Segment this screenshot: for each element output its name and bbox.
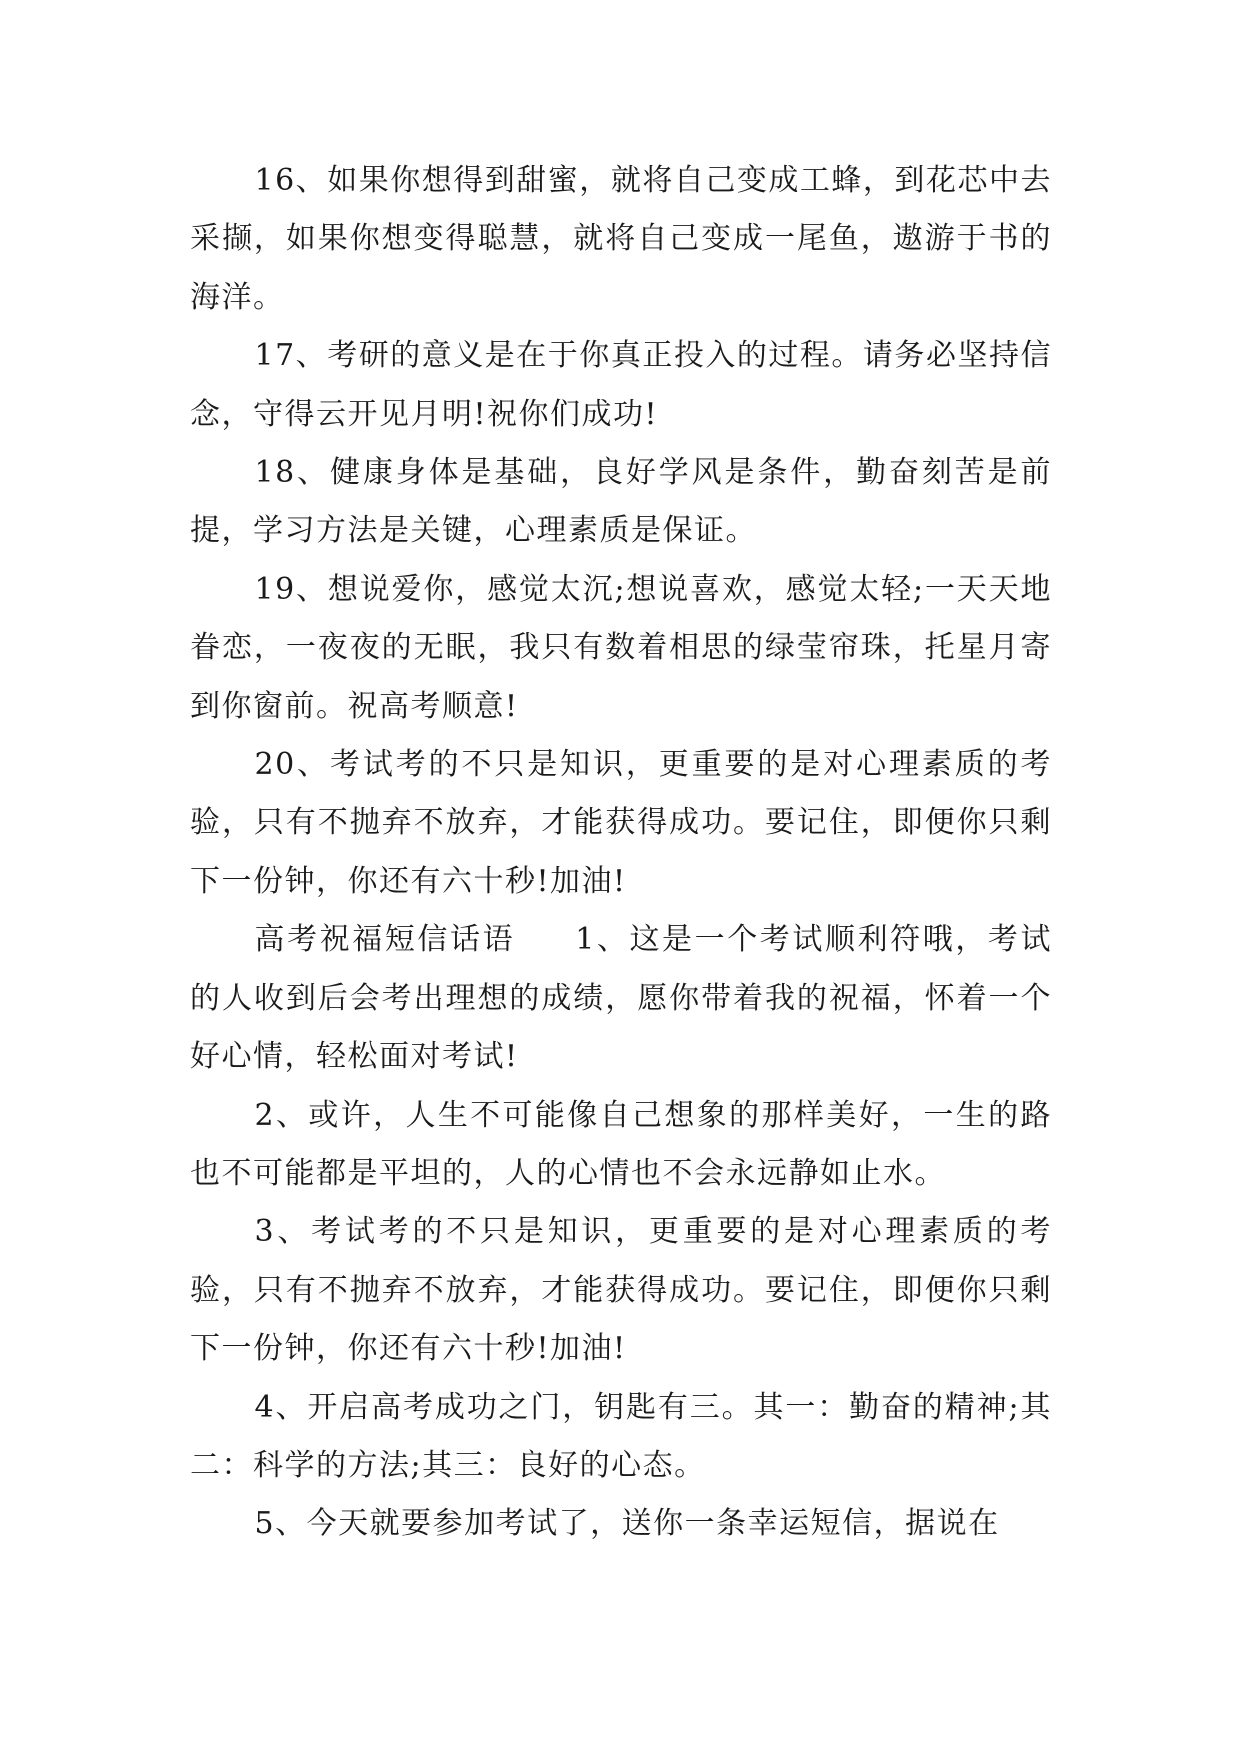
section-paragraph-1	[190, 911, 1052, 1086]
paragraph-19: 19、想说爱你，感觉太沉;想说喜欢，感觉太轻;一天天地眷恋，一夜夜的无眠，我只有数着相思的绿莹帘珠，托星月寄到你窗前。祝高考顺意!	[190, 571, 1052, 724]
paragraph-18: 18、健康身体是基础，良好学风是条件，勤奋刻苦是前提，学习方法是关键，心理素质是保证。	[190, 455, 1052, 549]
section-heading: 高考祝福短信话语	[254, 922, 516, 958]
section-paragraph-2: 2、或许，人生不可能像自己想象的那样美好，一生的路也不可能都是平坦的，人的心情也不会永远静如止水。	[190, 1097, 1052, 1191]
section-item-1: 1、这是一个考试顺利符哦，考试的人收到后会考出理想的成绩，愿你带着我的祝福，怀着一个好心情，轻松面对考试!	[190, 922, 1053, 1075]
section-paragraph-3: 3、考试考的不只是知识，更重要的是对心理素质的考验，只有不抛弃不放弃，才能获得成功。要记住，即便你只剩下一份钟，你还有六十秒!加油!	[190, 1214, 1052, 1367]
section-paragraph-4: 4、开启高考成功之门，钥匙有三。其一：勤奋的精神;其二：科学的方法;其三：良好的心态。	[190, 1389, 1052, 1483]
document-body	[190, 152, 1052, 1554]
paragraph-20: 20、考试考的不只是知识，更重要的是对心理素质的考验，只有不抛弃不放弃，才能获得成功。要记住，即便你只剩下一份钟，你还有六十秒!加油!	[190, 747, 1052, 899]
paragraph-17: 17、考研的意义是在于你真正投入的过程。请务必坚持信念，守得云开见月明!祝你们成功!	[190, 338, 1052, 432]
section-paragraph-5: 5、今天就要参加考试了，送你一条幸运短信，据说在	[254, 1506, 1000, 1542]
paragraph-16: 16、如果你想得到甜蜜，就将自己变成工蜂，到花芯中去采撷，如果你想变得聪慧，就将自己变成一尾鱼，遨游于书的海洋。	[190, 163, 1052, 315]
